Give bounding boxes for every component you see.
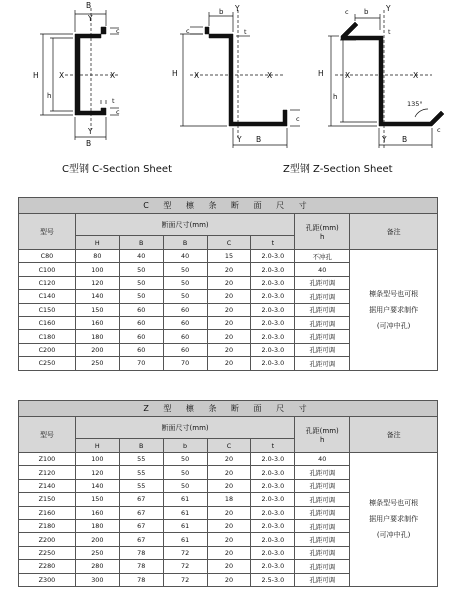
table-cell: 67 [119,519,163,532]
table-cell: 150 [75,493,119,506]
c-dim-h-outer: H [33,71,39,80]
table-cell: 2.0-3.0 [251,357,295,370]
table-cell: 孔距可调 [295,506,350,519]
table-cell: Z150 [19,493,76,506]
c-section-caption: C型钢 C-Section Sheet [62,164,172,175]
table-cell: 孔距可调 [295,560,350,573]
table-cell: 2.0-3.0 [251,276,295,289]
remark-line: (可冲中孔) [376,321,411,330]
za-dim-y-top: Y [386,4,391,13]
table-cell: 2.0-3.0 [251,479,295,492]
table-cell: 孔距可调 [295,519,350,532]
table-cell: 180 [75,519,119,532]
table-cell: C120 [19,276,76,289]
table-cell: 2.0-3.0 [251,533,295,546]
table-cell: 20 [207,303,251,316]
table-cell: 2.0-3.0 [251,290,295,303]
c-dim-c-top: c [116,27,120,35]
table-cell: 50 [163,276,207,289]
table-cell: Z140 [19,479,76,492]
za-dim-h-inner: h [333,93,338,101]
c-dim-y-top: Y [88,14,93,23]
table-cell: 孔距可调 [295,573,350,586]
table-cell: 140 [75,479,119,492]
z-dim-h-outer: H [172,69,178,78]
table-cell: 150 [75,303,119,316]
table-cell: 40 [163,250,207,263]
c-dim-c-bottom: c [116,108,120,116]
z-table-title: Z 型 檩 条 断 面 尺 寸 [19,401,438,417]
table-cell: 250 [75,357,119,370]
table-cell: 2.0-3.0 [251,343,295,356]
table-cell: 2.0-3.0 [251,250,295,263]
table-cell: 61 [163,533,207,546]
section-drawings [0,0,454,160]
z-sub-header: b [163,439,207,453]
table-row [19,250,438,263]
table-cell: C250 [19,357,76,370]
table-cell: 80 [75,250,119,263]
c-sub-header: B [119,236,163,250]
table-cell: C80 [19,250,76,263]
z-purlin-table [18,400,438,587]
table-cell: 120 [75,276,119,289]
table-cell: 55 [119,466,163,479]
table-cell: 孔距可调 [295,466,350,479]
z-col-section: 断面尺寸(mm) [75,417,294,439]
table-cell: 2.0-3.0 [251,466,295,479]
table-cell: 67 [119,493,163,506]
table-cell: 孔距可调 [295,493,350,506]
z-section-caption: Z型钢 Z-Section Sheet [283,164,393,175]
table-cell: 2.0-3.0 [251,506,295,519]
z-col-hole: 孔距(mm) h [295,417,350,453]
za-dim-t: t [388,28,391,36]
table-cell: 20 [207,316,251,329]
c-sub-header: B [163,236,207,250]
table-cell: 140 [75,290,119,303]
table-cell: 61 [163,506,207,519]
z-axis-x-left: X [194,71,200,80]
table-cell: 72 [163,546,207,559]
table-cell: 孔距可调 [295,330,350,343]
z-sub-header: C [207,439,251,453]
table-cell: 20 [207,453,251,466]
table-cell: 2.5-3.0 [251,573,295,586]
table-cell: 200 [75,343,119,356]
table-cell: 2.0-3.0 [251,560,295,573]
z-dim-t: t [244,28,247,36]
table-cell: 20 [207,330,251,343]
table-cell: 67 [119,533,163,546]
table-cell: Z250 [19,546,76,559]
za-dim-h-outer: H [318,69,324,78]
c-sub-header: C [207,236,251,250]
table-cell: C180 [19,330,76,343]
remark-line: (可冲中孔) [376,531,411,540]
c-dim-h-inner: h [47,92,52,100]
z-dim-b-bottom: B [256,135,262,144]
table-cell: C150 [19,303,76,316]
table-cell: 孔距可调 [295,343,350,356]
c-col-model: 型号 [19,214,76,250]
table-cell: 160 [75,316,119,329]
c-purlin-table [18,197,438,371]
table-cell: 20 [207,290,251,303]
table-cell: Z120 [19,466,76,479]
table-cell: 78 [119,573,163,586]
z-sub-header: t [251,439,295,453]
remark-line: 檩条型号也可根 [369,289,419,298]
table-cell: 20 [207,533,251,546]
table-cell: 55 [119,479,163,492]
table-cell: Z280 [19,560,76,573]
table-cell: 40 [295,263,350,276]
z-sub-header: H [75,439,119,453]
za-dim-y-bottom: Y [382,135,387,144]
za-axis-x-left: X [345,71,351,80]
table-cell: 孔距可调 [295,357,350,370]
table-cell: 60 [163,303,207,316]
table-cell: 250 [75,546,119,559]
c-dim-b-top: B [86,1,92,10]
table-cell: 300 [75,573,119,586]
table-cell: 280 [75,560,119,573]
table-cell: 孔距可调 [295,479,350,492]
table-cell: C160 [19,316,76,329]
c-sub-header: t [251,236,295,250]
table-cell: 40 [295,453,350,466]
c-col-hole: 孔距(mm) h [295,214,350,250]
table-cell: 15 [207,250,251,263]
table-cell: 60 [119,316,163,329]
table-cell: 50 [163,290,207,303]
table-cell: 不冲孔 [295,250,350,263]
z-axis-x-right: X [267,71,273,80]
table-cell: C140 [19,290,76,303]
table-row [19,453,438,466]
table-cell: 50 [119,276,163,289]
table-cell: Z160 [19,506,76,519]
table-cell: 72 [163,560,207,573]
table-cell: 20 [207,506,251,519]
table-cell: 2.0-3.0 [251,519,295,532]
table-cell: 60 [163,330,207,343]
table-cell: 100 [75,453,119,466]
table-cell: 50 [163,453,207,466]
remark-line: 据用户要求制作 [369,305,419,314]
table-cell: 50 [163,263,207,276]
table-cell: 50 [163,466,207,479]
table-cell: 100 [75,263,119,276]
c-dim-y-bottom: Y [88,127,93,136]
table-cell: 78 [119,560,163,573]
za-axis-x-right: X [413,71,419,80]
table-cell: 61 [163,519,207,532]
table-cell: 20 [207,276,251,289]
table-cell: 60 [163,343,207,356]
table-cell: 孔距可调 [295,533,350,546]
table-cell: Z100 [19,453,76,466]
table-cell: 20 [207,560,251,573]
za-dim-b: b [364,8,369,16]
z-col-note: 备注 [350,417,438,453]
table-cell: 72 [163,573,207,586]
remark-note [350,250,438,371]
table-cell: 180 [75,330,119,343]
table-cell: 孔距可调 [295,316,350,329]
table-cell: 70 [119,357,163,370]
c-sub-header: H [75,236,119,250]
table-cell: C100 [19,263,76,276]
table-cell: 160 [75,506,119,519]
c-axis-x-left: X [59,71,65,80]
table-cell: 孔距可调 [295,276,350,289]
table-cell: 60 [119,330,163,343]
z-sub-header: B [119,439,163,453]
table-cell: 孔距可调 [295,303,350,316]
z-dim-c-top: c [186,27,190,35]
table-cell: 60 [119,303,163,316]
table-cell: 50 [119,263,163,276]
table-cell: 2.0-3.0 [251,493,295,506]
table-cell: 200 [75,533,119,546]
table-cell: 2.0-3.0 [251,263,295,276]
table-cell: Z300 [19,573,76,586]
z-dim-b: b [219,8,224,16]
remark-line: 檩条型号也可根 [369,499,419,508]
table-cell: 20 [207,546,251,559]
remark-line: 据用户要求制作 [369,515,419,524]
table-cell: 孔距可调 [295,290,350,303]
z-col-model: 型号 [19,417,76,453]
table-cell: 55 [119,453,163,466]
table-cell: 20 [207,519,251,532]
za-dim-b-bottom: B [402,135,408,144]
table-cell: 60 [119,343,163,356]
table-cell: 20 [207,357,251,370]
z-dim-y-top: Y [235,4,240,13]
table-cell: 67 [119,506,163,519]
c-table-title: C 型 檩 条 断 面 尺 寸 [19,198,438,214]
c-axis-x-right: X [110,71,116,80]
z-dim-y-bottom: Y [237,135,242,144]
table-cell: 2.0-3.0 [251,316,295,329]
table-cell: 20 [207,573,251,586]
c-section-drawing [40,8,119,140]
table-cell: 61 [163,493,207,506]
za-dim-c-bottom: c [437,126,441,134]
table-cell: 20 [207,263,251,276]
table-cell: 50 [119,290,163,303]
table-cell: 2.0-3.0 [251,303,295,316]
table-cell: 2.0-3.0 [251,546,295,559]
table-cell: 孔距可调 [295,546,350,559]
z-dim-c-bottom: c [296,115,300,123]
table-cell: 20 [207,479,251,492]
table-cell: 18 [207,493,251,506]
c-dim-b-bottom: B [86,139,92,148]
za-dim-c-top: c [345,8,349,16]
table-cell: 40 [119,250,163,263]
table-cell: C200 [19,343,76,356]
c-dim-t: t [112,97,115,105]
table-cell: 78 [119,546,163,559]
table-cell: 70 [163,357,207,370]
c-col-note: 备注 [350,214,438,250]
c-col-section: 断面尺寸(mm) [75,214,294,236]
table-cell: 20 [207,466,251,479]
remark-note [350,453,438,587]
za-angle: 135° [407,100,423,108]
table-cell: Z200 [19,533,76,546]
table-cell: 120 [75,466,119,479]
table-cell: 60 [163,316,207,329]
table-cell: 2.0-3.0 [251,453,295,466]
table-cell: 20 [207,343,251,356]
table-cell: 2.0-3.0 [251,330,295,343]
table-cell: Z180 [19,519,76,532]
table-cell: 50 [163,479,207,492]
